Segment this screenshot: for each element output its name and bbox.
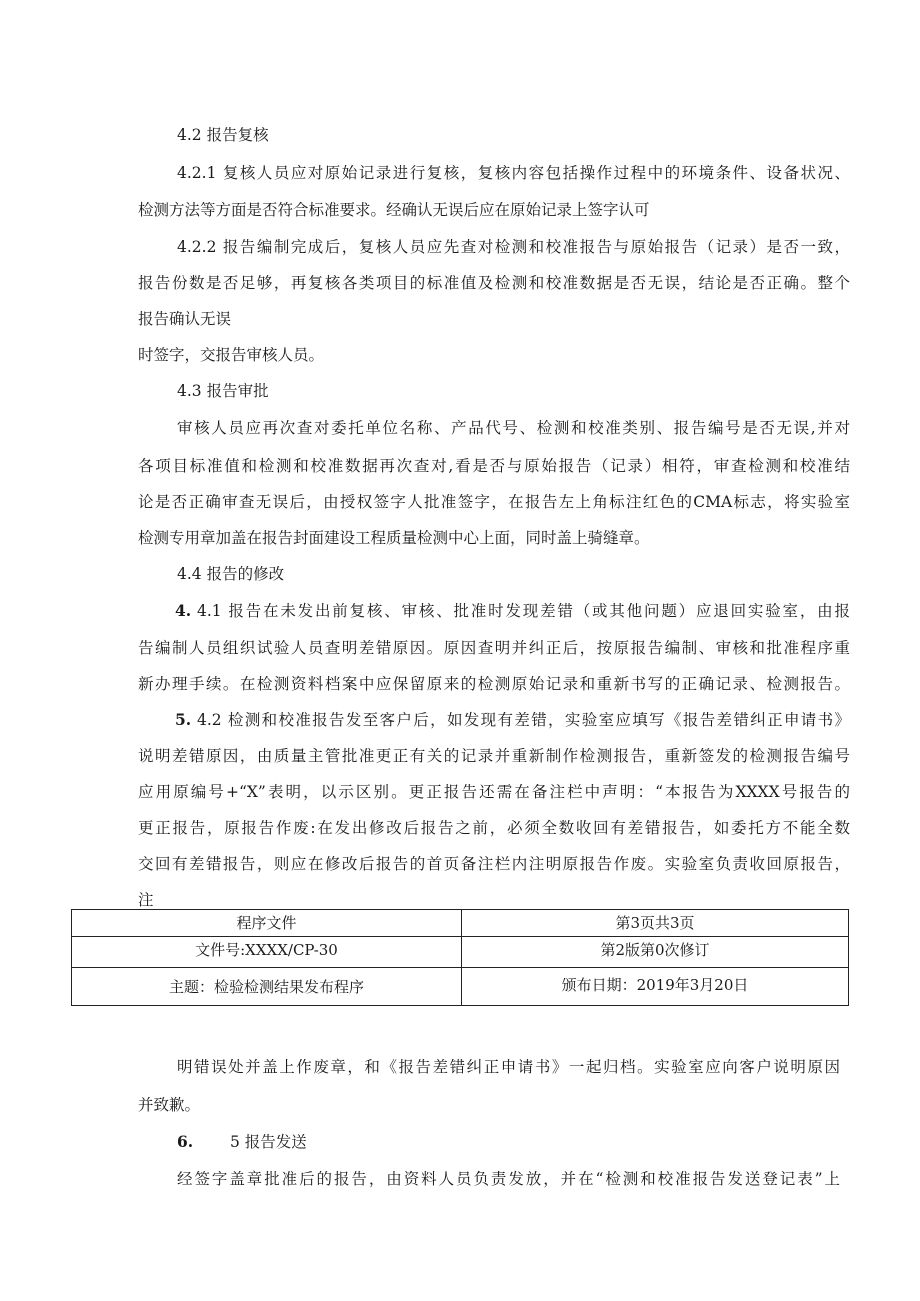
list-number: 5. <box>175 710 192 729</box>
paragraph-line: 经签字盖章批准后的报告，由资料人员负责发放，并在“检测和校准报告发送登记表”上 <box>177 1170 840 1188</box>
paragraph-line: 时签字，交报告审核人员。 <box>138 346 325 364</box>
paragraph-line: 报告份数是否足够，再复核各类项目的标准值及检测和校准数据是否无误，结论是否正确。整个 <box>138 274 850 292</box>
doc-type-cell: 程序文件 <box>72 910 462 937</box>
paragraph-line: 说明差错原因，由质量主管批准更正有关的记录并重新制作检测报告，重新签发的检测报告编号 <box>138 747 850 765</box>
list-number: 6. <box>177 1132 194 1151</box>
paragraph-line: 新办理手续。在检测资料档案中应保留原来的检测原始记录和重新书写的正确记录、检测报告。 <box>138 675 850 693</box>
paragraph-line: 检测专用章加盖在报告封面建设工程质量检测中心上面，同时盖上骑缝章。 <box>138 529 650 547</box>
section-heading-4-4: 4.4 报告的修改 <box>177 565 285 583</box>
paragraph-line: 注 <box>138 891 154 909</box>
paragraph-line: 论是否正确审查无误后，由授权签字人批准签字，在报告左上角标注红色的CMA标志，将实验室 <box>138 493 850 511</box>
paragraph-line: 4.2.1 复核人员应对原始记录进行复核，复核内容包括操作过程中的环境条件、设备状况、 <box>177 164 850 182</box>
file-number-cell: 文件号:XXXX/CP-30 <box>72 937 462 968</box>
version-cell: 第2版第0次修订 <box>462 937 849 968</box>
section-heading-4-2: 4.2 报告复核 <box>177 126 269 144</box>
paragraph-line: 检测方法等方面是否符合标准要求。经确认无误后应在原始记录上签字认可 <box>138 201 650 219</box>
paragraph-line: 更正报告，原报告作废:在发出修改后报告之前，必须全数收回有差错报告，如委托方不能全数 <box>138 819 850 837</box>
paragraph-line: 并致歉。 <box>138 1096 201 1114</box>
paragraph-line: 报告确认无误 <box>138 310 232 328</box>
paragraph-line: 审核人员应再次查对委托单位名称、产品代号、检测和校准类别、报告编号是否无误,并对 <box>177 419 850 437</box>
paragraph-line: 4.1 报告在未发出前复核、审核、批准时发现差错（或其他问题）应退回实验室，由报 <box>197 602 850 620</box>
paragraph-line: 明错误处并盖上作废章，和《报告差错纠正申请书》一起归档。实验室应向客户说明原因 <box>177 1058 840 1076</box>
paragraph-line: 告编制人员组织试验人员查明差错原因。原因查明并纠正后，按原报告编制、审核和批准程序重 <box>138 639 850 657</box>
section-heading-4-3: 4.3 报告审批 <box>177 382 269 400</box>
paragraph-line: 交回有差错报告，则应在修改后报告的首页备注栏内注明原报告作废。实验室负责收回原报告， <box>138 855 850 873</box>
paragraph-line: 各项目标准值和检测和校准数据再次查对,看是否与原始报告（记录）相符，审查检测和校准结 <box>138 457 850 475</box>
paragraph-line: 4.2.2 报告编制完成后，复核人员应先查对检测和校准报告与原始报告（记录）是否一致， <box>177 238 850 256</box>
section-heading-5: 5 报告发送 <box>230 1133 307 1151</box>
page-count-cell: 第3页共3页 <box>462 910 849 937</box>
paragraph-line: 应用原编号+“X”表明，以示区别。更正报告还需在备注栏中声明：“本报告为XXXX号报告的 <box>138 783 850 801</box>
paragraph-line: 4.2 检测和校准报告发至客户后，如发现有差错，实验室应填写《报告差错纠正申请书》 <box>197 711 850 729</box>
subject-cell: 主题：检验检测结果发布程序 <box>72 968 462 1006</box>
issue-date-cell: 颁布日期：2019年3月20日 <box>462 968 849 1006</box>
list-number: 4. <box>175 601 192 620</box>
document-info-table <box>71 909 849 1006</box>
